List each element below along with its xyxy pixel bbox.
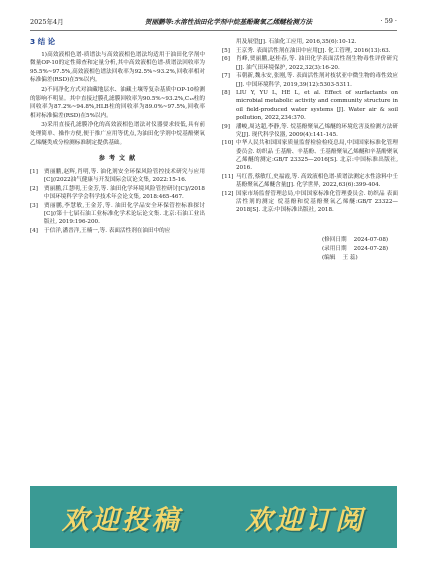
running-title: 贺丽鹏等:水溶性油田化学剂中烷基酚聚氧乙烯醚检测方法 [144,18,313,26]
article-dates [222,236,398,263]
promo-banner [30,486,397,548]
reference-number: [6] [222,56,230,63]
reference-text: 国家市场监督管理总局,中国国家标准化管理委员会. 纺织品 表面活性剂的测定 烷基酚和烷基酚聚氧乙烯醚:GB/T 23322—2018[S]. 北京:中国标准出版社, 2018. [236,190,398,214]
reference-item [30,185,205,201]
conclusion-title: 3 结 论 [30,37,56,46]
reference-number: [8] [222,90,230,97]
reference-number: [3] [30,202,38,209]
right-column [222,38,398,263]
reference-number: [1] [30,168,38,175]
reference-text: 于信洋,潘晋洋,王楠一,等. 表面活性剂在油田中的应 [44,227,171,234]
reference-text: 韦朝新,魏永安,张刚,等. 表面活性剂对枝状亚中微生物的毒性效应[J]. 中国环境科学, 2019,39(12):5303-5311. [236,73,398,88]
references-heading: 参 考 文 献 [98,155,137,163]
reference-item [30,202,205,227]
reference-number [222,38,236,46]
banner-submit-text: 欢迎投稿 [61,504,182,536]
reference-text: 贾丽鹏,李慧敏,王金芳,等. 油田化学品安全环保管控标准探讨[C]//第十七届石油工业标准化学术论坛论文集. 北京:石油工业出版社, 2019:196-200. [44,202,205,225]
page-number: · 59 · [380,17,397,25]
page-header [30,14,397,31]
reference-item [222,55,398,71]
reference-text: 王京秀. 表面活性剂在油田中应用[J]. 化工管理, 2016(13):63. [236,47,391,54]
left-column [30,38,205,235]
reference-text: 贾丽鹏,赵辉,肖明,等. 油化剂安全环保风险管控技术研究与应用[C]//2022油气健康与开发国际会议论文集, 2022:15-16. [44,168,205,183]
reference-number: [2] [30,185,38,192]
reference-item [222,123,398,139]
reference-number: [12] [222,190,234,197]
reference-item [222,47,398,55]
editor-credit: (编辑 王 蕊) [322,255,358,262]
reference-item [222,139,398,172]
accepted-date: (录用日期 2024-07-28) [322,246,389,253]
reference-number: [11] [222,173,234,180]
reference-item [222,89,398,122]
reference-text: 中华人民共和国国家质量监督检验检疫总局,中国国家标准化管理委员会. 纺织品 壬基酚、辛基酚、壬基酚聚氧乙烯醚和辛基酚聚氧乙烯醚的测定:GB/T 23325—2016[S]. 北京:中国标准出版社, 2016. [236,140,398,172]
reference-number: [9] [222,123,230,130]
reference-item [30,168,205,184]
reference-text: LIU Y, YU L, HE L, et al. Effect of surfactants on microbial metabolic activity and community structure in oil field-produced water systems [J]. Water air & soil pollution, 2022,234:370. [236,90,398,121]
banner-subscribe-text: 欢迎订阅 [245,504,366,536]
issue-date: 2025年4月 [30,17,64,26]
reference-item [222,173,398,189]
reference-number: [10] [222,140,234,147]
reference-item [222,38,398,46]
reference-text: 贾丽鹏,江慧明,王金芳,等. 油田化学环境风险管控研讨[C]//2018中国环境科学学会科学技术年会论文集, 2018:465-467. [44,185,205,200]
reference-text: 肖峰,贾丽鹏,赵桂春,等. 油田化学表面活性剂生物毒性评价研究[J]. 油气田环境保护, 2022,32(3):16-20. [236,56,398,71]
reference-number: [4] [30,227,38,234]
reference-item [222,72,398,88]
revised-date: (修回日期 2024-07-08) [322,237,389,244]
reference-number: [5] [222,47,230,54]
reference-item [30,227,205,235]
conclusion-paragraph-1: 1)高效液相色谱-质谱法与高效液相色谱法均适用于油田化学剂中微量OP-10的定性筛查和定量分析,其中高效液相色谱-质谱法回收率为95.5%~97.5%,高效液相色谱法回收率为92.5%~93.2%,回收率相对标准偏差(RSD)在5%以内。 [30,51,205,84]
reference-text: 用及展望[J]. 石油化工应用, 2016,35(6):10-12. [236,39,357,45]
reference-text: 潘峻,周达超,李静,等. 烷基酚聚氧乙烯醚的环境危害及检测方法研究[J]. 现代科学仪器, 2009(4):141-145. [236,123,398,138]
reference-text: 马红普,蔡敏红,史福霞,等. 高效液相色谱-质谱法测定水性涂料中壬基酚聚氧乙烯醚含量[J]. 化学世界, 2022,63(6):399-404. [236,173,398,188]
conclusion-paragraph-2: 2)不同净化方式对油藏地层水、油藏土壤等复杂基质中OP-10检测的影响不明显。其中直接过膜孔滤膜回收率为90.5%~93.2%,C₁₈柱的回收率为87.2%~94.8%,HLB柱的回收率为89.0%~97.5%,回收率相对标准偏差(RSD)在5%以内。 [30,86,205,119]
reference-number: [7] [222,73,230,80]
conclusion-paragraph-3: 3)采用直接孔滤膜净化的高效液相色谱法对仪器要求较低,具有前处理简单、操作方便,便于推广应用等优点,为油田化学剂中烷基酚聚氧乙烯醚类成分检测标准制定提供基础。 [30,122,205,146]
reference-item [222,190,398,215]
